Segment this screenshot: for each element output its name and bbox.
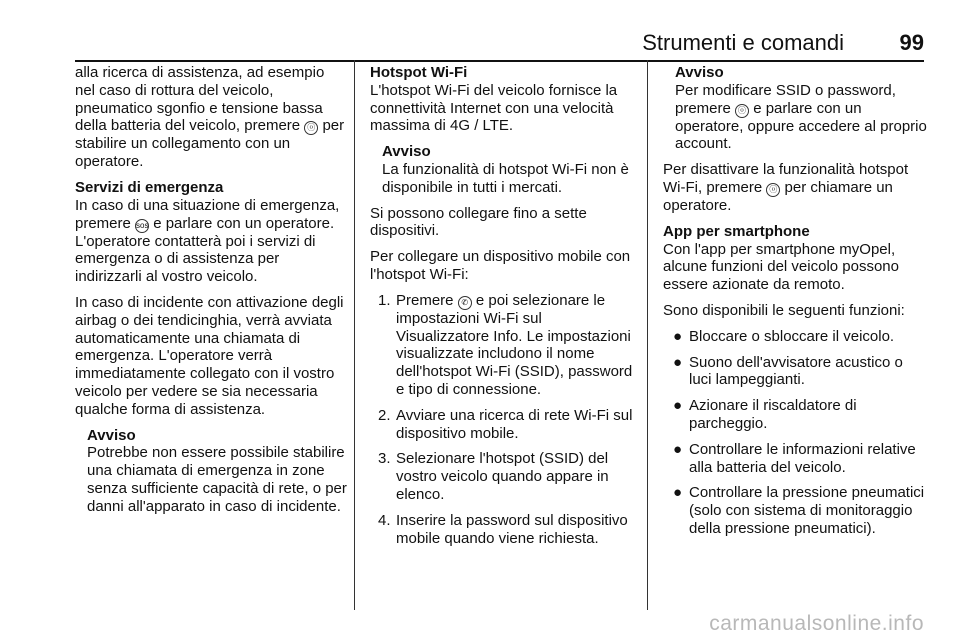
note-title: Avviso: [87, 426, 136, 444]
note-box: [382, 143, 636, 196]
service-button-icon: ⓞ: [735, 104, 749, 118]
column-divider: [647, 60, 648, 610]
page-number: 99: [899, 30, 924, 55]
column-right: [663, 64, 927, 546]
list-item: ● Controllare la pressione pneumatici (solo con sistema di monitoraggio della pressione pneumatici).: [673, 484, 925, 537]
header-rule: [75, 60, 924, 62]
note-box: Avviso Per modificare SSID o password, premere ⓞ e parlare con un operatore, oppure accedere al proprio account.: [675, 64, 927, 153]
paragraph: Per collegare un dispositivo mobile con l'hotspot Wi-Fi:: [370, 248, 631, 283]
paragraph: Per disattivare la funzionalità hotspot Wi-Fi, premere ⓞ per chiamare un operatore.: [663, 161, 909, 214]
list-item: 4. Inserire la password sul dispositivo mobile quando viene richiesta.: [378, 511, 628, 547]
steps-list: [370, 292, 636, 548]
column-divider: [354, 60, 355, 610]
list-item: ● Controllare le informazioni relative alla batteria del veicolo.: [673, 440, 916, 476]
section-title: Strumenti e comandi: [642, 30, 844, 55]
note-text: La funzionalità di hotspot Wi-Fi non è disponibile in tutti i mercati.: [382, 160, 629, 196]
note-text: Potrebbe non essere possibile stabilire una chiamata di emergenza in zone senza sufficiente capacità di rete, o per danni all'apparato in caso di incidente.: [87, 444, 347, 515]
paragraph: App per smartphone Con l'app per smartphone myOpel, alcune funzioni del veicolo possono essere azionate da remoto.: [663, 223, 927, 294]
list-item: ● Suono dell'avvisatore acustico o luci lampeggianti.: [673, 353, 903, 389]
bullet-list: [663, 328, 927, 538]
list-item: 2. Avviare una ricerca di rete Wi-Fi sul dispositivo mobile.: [378, 406, 633, 442]
list-item: 3. Selezionare l'hotspot (SSID) del vostro veicolo quando appare in elenco.: [378, 450, 609, 503]
wifi-button-icon: ✆: [458, 296, 472, 310]
list-item: 1. Premere ✆ e poi selezionare le impostazioni Wi-Fi sul Visualizzatore Info. Le impostazioni visualizzate includono il nome dell'hotspot Wi-Fi (SSID), password e tipo di connessione.: [378, 291, 633, 398]
page-header: [75, 26, 924, 56]
paragraph: Hotspot Wi-Fi L'hotspot Wi-Fi del veicolo fornisce la connettività Internet con una velocità massima di 4G / LTE.: [370, 64, 636, 135]
note-box: [87, 427, 347, 516]
section-heading: Hotspot Wi-Fi: [370, 64, 468, 81]
paragraph: Si possono collegare fino a sette dispositivi.: [370, 204, 587, 240]
section-heading: App per smartphone: [663, 222, 810, 240]
section-heading: Servizi di emergenza: [75, 178, 224, 196]
sos-button-icon: sos: [135, 219, 149, 233]
watermark: carmanualsonline.info: [709, 612, 924, 635]
list-item: ● Bloccare o sbloccare il veicolo.: [673, 327, 895, 345]
column-left: [75, 64, 347, 524]
paragraph: alla ricerca di assistenza, ad esempio nel caso di rottura del veicolo, pneumatico sgonfio e tensione bassa della batteria del veicolo, premere ⓞ per stabilire un collegamento con un operatore.: [75, 64, 345, 171]
service-button-icon: ⓞ: [766, 183, 780, 197]
paragraph: Sono disponibili le seguenti funzioni:: [663, 301, 905, 319]
paragraph: Servizi di emergenza In caso di una situazione di emergenza, premere sos e parlare con un operatore. L'operatore contatterà poi i servizi di emergenza o di assistenza per indirizzarli al vostro veicolo.: [75, 179, 347, 286]
note-title: Avviso: [382, 143, 431, 161]
service-button-icon: ⓞ: [304, 121, 318, 135]
note-title: Avviso: [675, 64, 724, 81]
paragraph: In caso di incidente con attivazione degli airbag o dei tendicinghia, verrà avviata automaticamente una chiamata di emergenza. L'operatore verrà immediatamente collegato con il vostro veicolo per vedere se sia necessaria qualche forma di assistenza.: [75, 293, 344, 418]
list-item: ● Azionare il riscaldatore di parcheggio.: [673, 397, 857, 432]
column-middle: [370, 64, 636, 555]
